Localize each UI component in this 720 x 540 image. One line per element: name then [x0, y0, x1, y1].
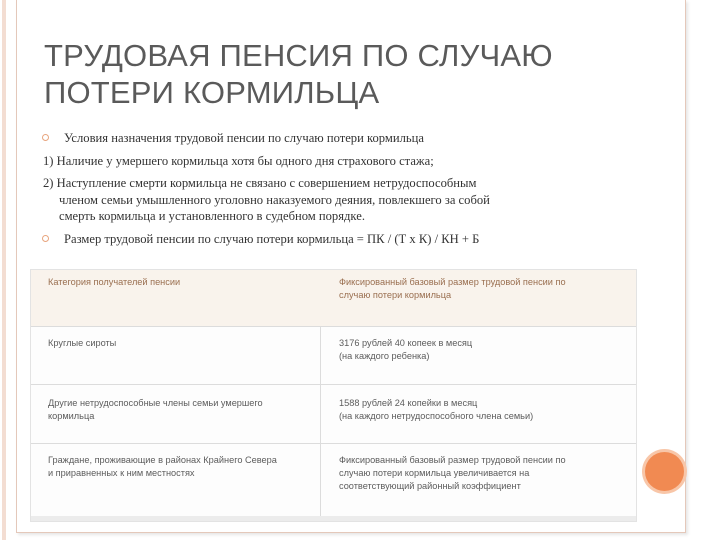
title-line-1: ТРУДОВАЯ ПЕНСИЯ ПО СЛУЧАЮ — [44, 38, 553, 73]
table-bottom-band — [31, 516, 636, 521]
row-3-amount-line1: Фиксированный базовый размер трудовой пенсии по — [339, 455, 566, 465]
decorative-circle — [645, 452, 684, 491]
row-3-category-line2: и приравненных к ним местностях — [48, 468, 195, 478]
bullet-formula — [40, 231, 640, 248]
row-2-amount — [339, 397, 629, 423]
slide-edge-stripe — [2, 0, 6, 540]
row-1-category-line1: Круглые сироты — [48, 338, 117, 348]
pension-table — [30, 269, 637, 522]
header-base-amount-line2: случаю потери кормильца — [339, 290, 452, 300]
slide-body — [40, 130, 640, 253]
row-2-category-line1: Другие нетрудоспособные члены семьи умершего — [48, 398, 263, 408]
condition-item-2-line3: смерть кормильца и установленного в судебном порядке. — [59, 209, 365, 223]
condition-item-1-text: 1) Наличие у умершего кормильца хотя бы одного дня страхового стажа; — [43, 153, 434, 168]
bullet-formula-text: Размер трудовой пенсии по случаю потери кормильца = ПК / (Т х К) / КН + Б — [64, 231, 480, 246]
condition-item-1 — [40, 153, 640, 170]
circle-bullet-icon — [42, 235, 49, 242]
row-2-amount-line2: (на каждого нетрудоспособного члена семьи) — [339, 411, 534, 421]
row-2-amount-line1: 1588 рублей 24 копейки в месяц — [339, 398, 478, 408]
row-3-category-line1: Граждане, проживающие в районах Крайнего Севера — [48, 455, 277, 465]
header-base-amount-line1: Фиксированный базовый размер трудовой пенсии по — [339, 277, 566, 287]
circle-bullet-icon — [42, 134, 49, 141]
header-base-amount — [339, 276, 629, 302]
table-row — [31, 326, 636, 385]
row-1-amount-line2: (на каждого ребенка) — [339, 351, 430, 361]
row-3-category — [48, 454, 320, 480]
table-row — [31, 384, 636, 444]
table-row — [31, 443, 636, 519]
row-1-amount-line1: 3176 рублей 40 копеек в месяц — [339, 338, 473, 348]
row-2-category — [48, 397, 320, 423]
header-category: Категория получателей пенсии — [48, 277, 181, 287]
condition-item-2-line2: членом семьи умышленного уголовно наказуемого деяния, повлекшего за собой — [59, 192, 490, 207]
condition-item-2 — [40, 175, 640, 225]
row-3-amount — [339, 454, 629, 493]
row-1-category — [48, 337, 320, 350]
bullet-conditions-text: Условия назначения трудовой пенсии по случаю потери кормильца — [64, 131, 424, 145]
row-1-amount — [339, 337, 629, 363]
table-header-row — [31, 270, 636, 326]
condition-item-2-line1: 2) Наступление смерти кормильца не связано с совершением нетрудоспособным — [43, 176, 477, 190]
row-3-amount-line3: соответствующий районный коэффициент — [339, 481, 521, 491]
row-3-amount-line2: случаю потери кормильца увеличивается на — [339, 468, 530, 478]
title-line-2: ПОТЕРИ КОРМИЛЬЦА — [44, 75, 380, 110]
row-2-category-line2: кормильца — [48, 411, 95, 421]
slide-title — [44, 37, 664, 111]
bullet-conditions — [40, 130, 640, 147]
